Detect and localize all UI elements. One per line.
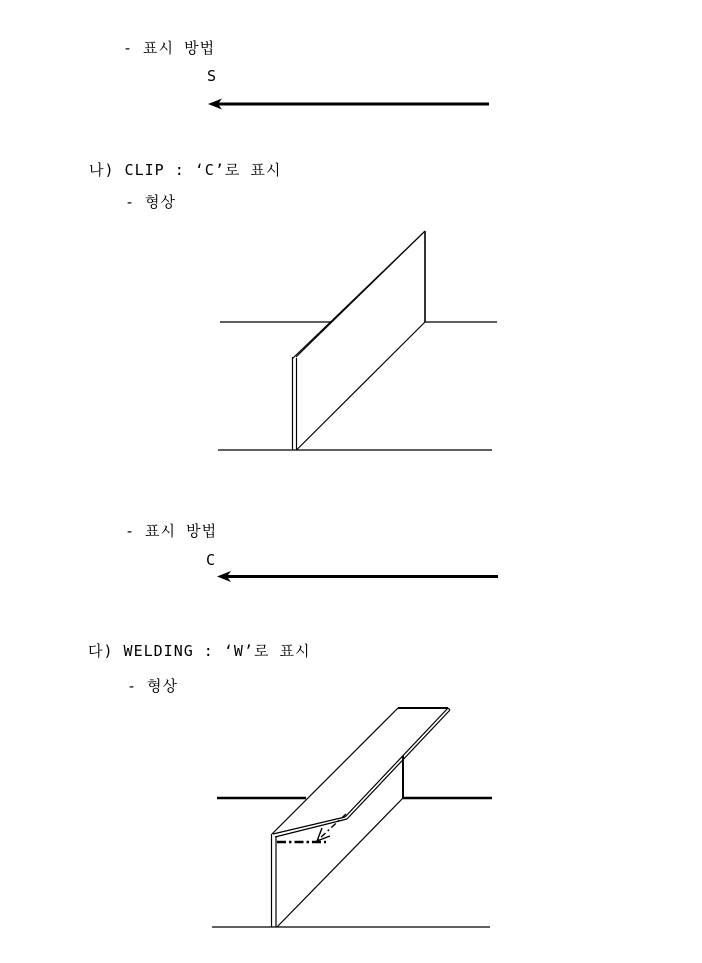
clip-heading: 나) CLIP : ‘C’로 표시 bbox=[89, 161, 282, 179]
welding-flange bbox=[272, 708, 450, 837]
welding-deck-lines bbox=[212, 756, 492, 927]
clip-shape-label: - 형상 bbox=[125, 193, 177, 211]
plate-bottom-edge bbox=[297, 322, 426, 450]
weld-leader-line bbox=[318, 814, 346, 840]
welding-shape-label: - 형상 bbox=[127, 677, 179, 695]
flange-end-edge-inner bbox=[275, 819, 347, 837]
welding-shape-drawing bbox=[205, 700, 500, 935]
welding-heading: 다) WELDING : ‘W’로 표시 bbox=[88, 642, 311, 660]
clip-plate bbox=[292, 231, 425, 450]
clip-shape-drawing bbox=[210, 225, 502, 457]
flange-near-long-edge-outer bbox=[345, 708, 448, 817]
s-direction-arrow bbox=[205, 94, 497, 114]
flange-far-long-edge bbox=[272, 708, 398, 834]
flange-corner-tick bbox=[448, 708, 450, 710]
welding-web bbox=[272, 798, 404, 927]
clip-deck-lines bbox=[218, 322, 497, 450]
method-label-s: - 표시 방법 bbox=[123, 39, 216, 57]
plate-top-edge-inner bbox=[292, 235, 421, 359]
symbol-c: C bbox=[206, 551, 216, 569]
clip-method-label: - 표시 방법 bbox=[125, 522, 218, 540]
symbol-s: S bbox=[207, 67, 217, 85]
c-direction-arrow bbox=[213, 566, 503, 587]
web-bottom-edge bbox=[277, 798, 403, 927]
